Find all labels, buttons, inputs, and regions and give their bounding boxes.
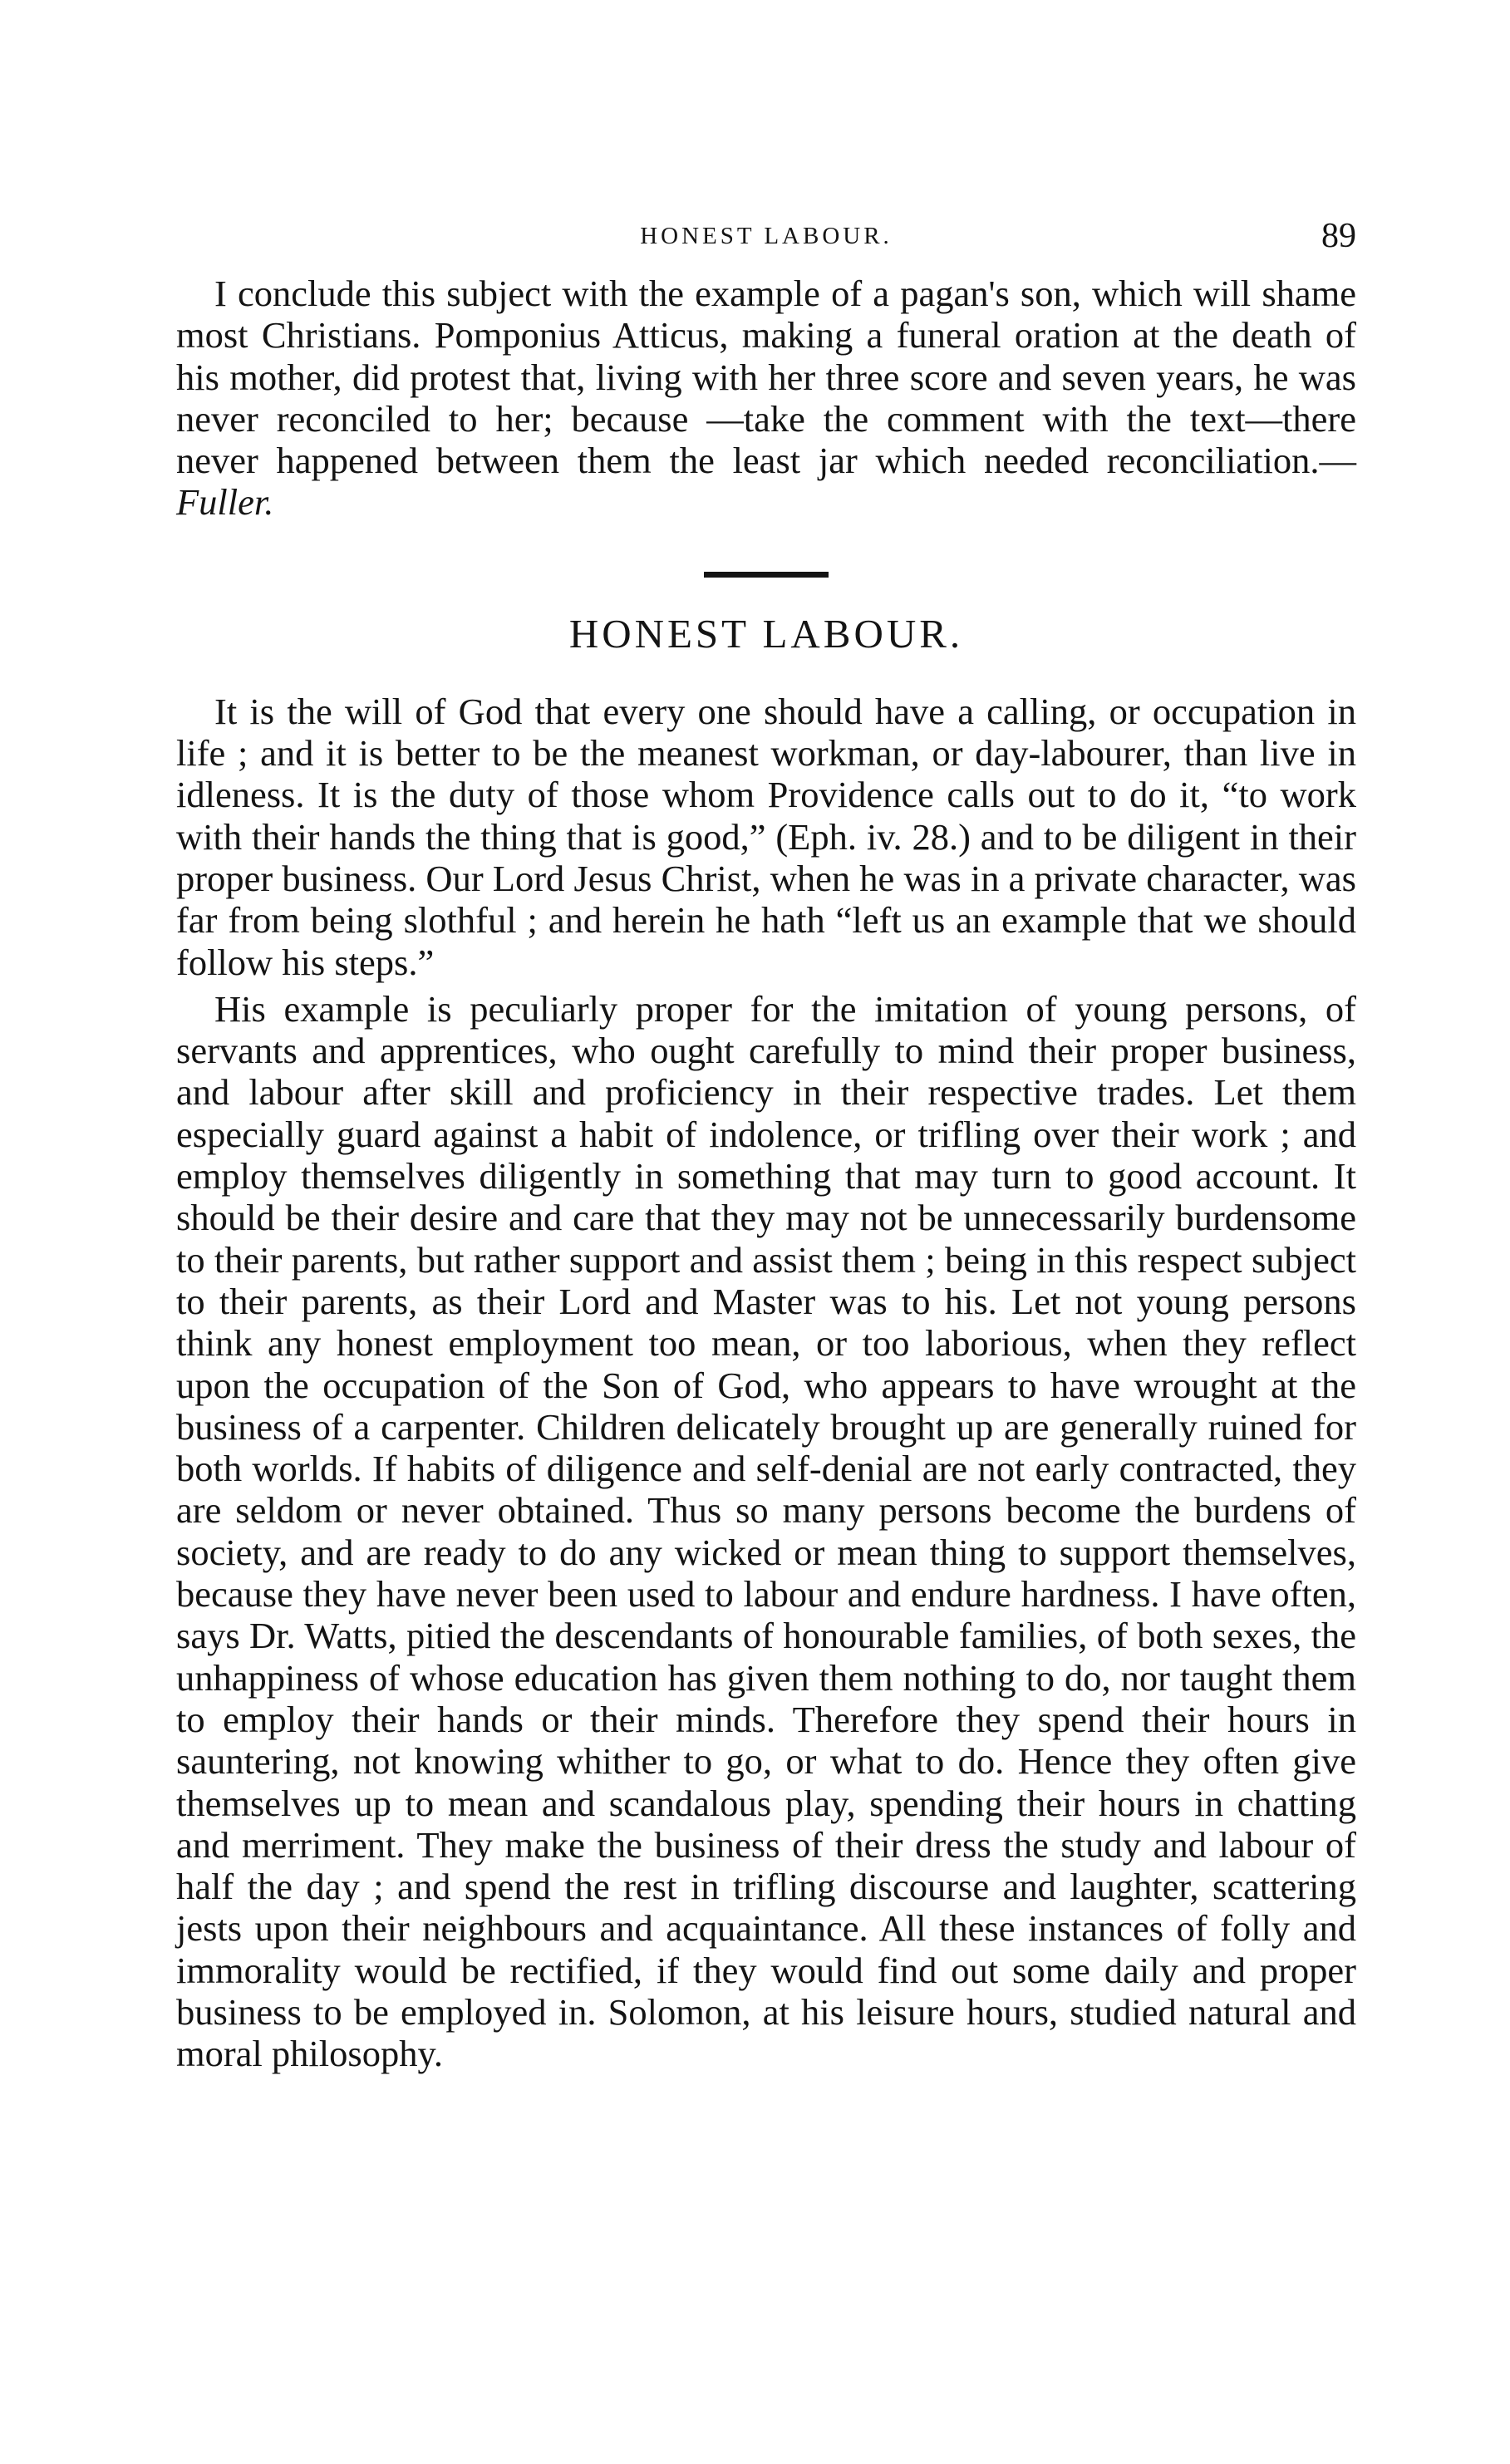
running-title: HONEST LABOUR. xyxy=(640,223,893,249)
intro-text: I conclude this subject with the example of a pagan's son, which will shame most Christians. Pomponius Atticus, making a funeral oration at the death of his mother, did protest that, living with her three score and seven years, he was never reconciled to her; because —take the comment with the text—there never happened between them the least jar which needed reconciliation.— xyxy=(176,273,1356,482)
book-page xyxy=(176,217,1356,2075)
body-paragraph-1: It is the will of God that every one should have a calling, or occupation in life ; and it is better to be the meanest workman, or day-labourer, than live in idleness. It is the duty of those whom Providence calls out to do it, “to work with their hands the thing that is good,” (Eph. iv. 28.) and to be diligent in their proper business. Our Lord Jesus Christ, when he was in a private character, was far from being slothful ; and herein he hath “left us an example that we should follow his steps.” xyxy=(176,690,1356,983)
page-number: 89 xyxy=(1321,217,1356,255)
section-heading: HONEST LABOUR. xyxy=(568,610,964,657)
section-divider xyxy=(704,572,829,578)
intro-attribution: Fuller. xyxy=(176,481,274,524)
intro-paragraph xyxy=(176,273,1356,524)
body-paragraph-2: His example is peculiarly proper for the imitation of young persons, of servants and apprentices, who ought carefully to mind their proper business, and labour after skill and proficiency in their respective trades. Let them especially guard against a habit of indolence, or trifling over their work ; and employ themselves diligently in something that may turn to good account. It should be their desire and care that they may not be unnecessarily burdensome to their parents, but rather support and assist them ; being in this respect subject to their parents, as their Lord and Master was to his. Let not young persons think any honest employment too mean, or too laborious, when they reflect upon the occupation of the Son of God, who appears to have wrought at the business of a carpenter. Children delicately brought up are generally ruined for both worlds. If habits of diligence and self-denial are not early contracted, they are seldom or never obtained. Thus so many persons become the burdens of society, and are ready to do any wicked or mean thing to support themselves, because they have never been used to labour and endure hardness. I have often, says Dr. Watts, pitied the descendants of honourable families, of both sexes, the unhappiness of whose education has given them nothing to do, nor taught them to employ their hands or their minds. Therefore they spend their hours in sauntering, not knowing whither to go, or what to do. Hence they often give themselves up to mean and scandalous play, spending their hours in chatting and merriment. They make the business of their dress the study and labour of half the day ; and spend the rest in trifling discourse and laughter, scattering jests upon their neighbours and acquaintance. All these instances of folly and immorality would be rectified, if they would find out some daily and proper business to be employed in. Solomon, at his leisure hours, studied natural and moral philosophy. xyxy=(176,987,1356,2075)
running-head xyxy=(176,217,1356,273)
